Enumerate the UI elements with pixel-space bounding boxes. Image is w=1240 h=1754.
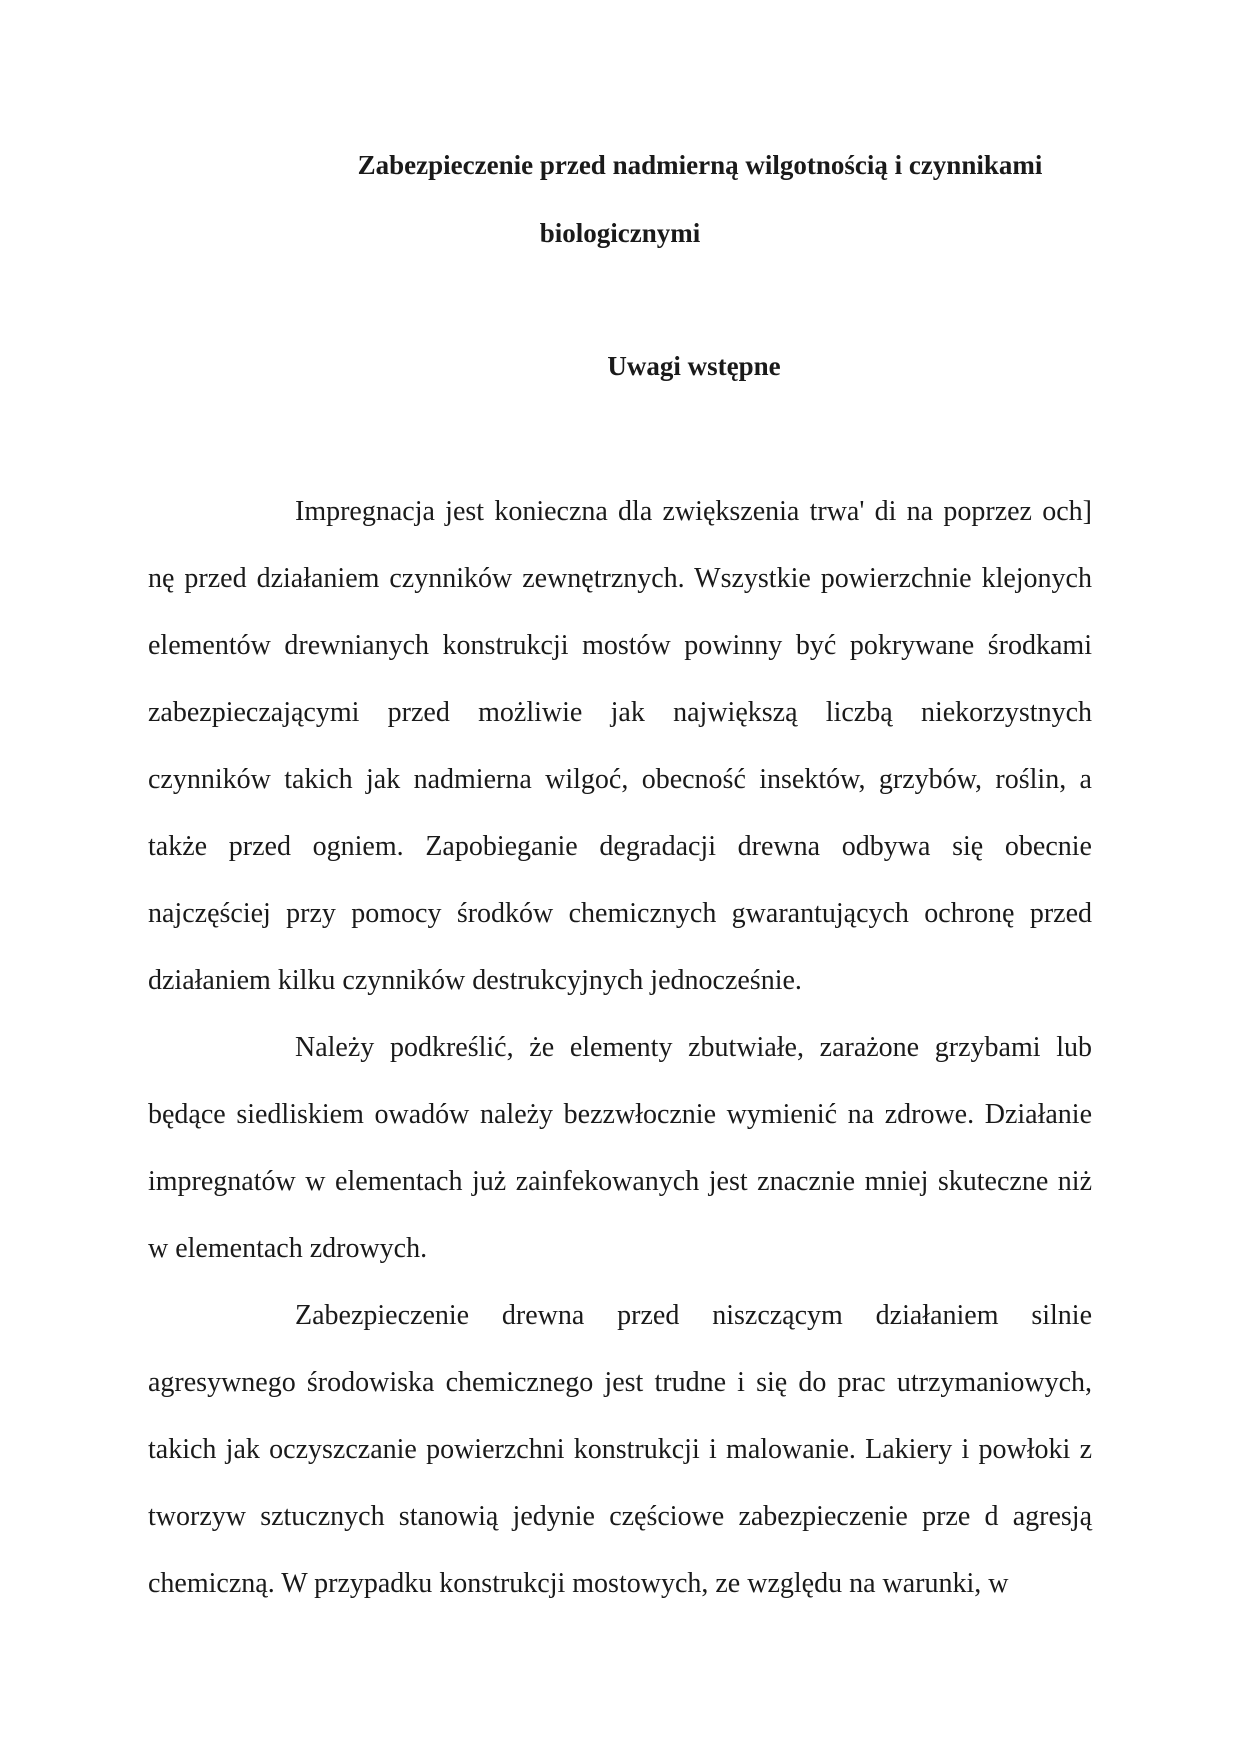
document-title-line-2: biologicznymi bbox=[539, 218, 701, 248]
body-text bbox=[148, 478, 1092, 1617]
paragraph-1: Impregnacja jest konieczna dla zwiększenia trwa' di na poprzez och] nę przed działaniem czynników zewnętrznych. Wszystkie powierzchnie klejonych elementów drewnianych konstrukcji mostów powinny być pokrywane środkami zabezpieczającymi przed możliwie jak największą liczbą niekorzystnych czynników takich jak nadmierna wilgoć, obecność insektów, grzybów, roślin, a także przed ogniem. Zapobieganie degradacji drewna odbywa się obecnie najczęściej przy pomocy środków chemicznych gwarantujących ochronę przed działaniem kilku czynników destrukcyjnych jednocześnie. bbox=[148, 496, 1092, 996]
paragraph-2: Należy podkreślić, że elementy zbutwiałe, zarażone grzybami lub będące siedliskiem owadów należy bezzwłocznie wymienić na zdrowe. Działanie impregnatów w elementach już zainfekowanych jest znacznie mniej skuteczne niż w elementach zdrowych. bbox=[148, 1032, 1092, 1264]
document-title-line-1: Zabezpieczenie przed nadmierną wilgotnością i czynnikami bbox=[357, 150, 1043, 180]
section-heading: Uwagi wstępne bbox=[607, 351, 781, 381]
paragraph-3: Zabezpieczenie drewna przed niszczącym działaniem silnie agresywnego środowiska chemicznego jest trudne i się do prac utrzymaniowych, takich jak oczyszczanie powierzchni konstrukcji i malowanie. Lakiery i powłoki z tworzyw sztucznych stanowią jedynie częściowe zabezpieczenie prze d agresją chemiczną. W przypadku konstrukcji mostowych, ze względu na warunki, w bbox=[148, 1300, 1092, 1599]
